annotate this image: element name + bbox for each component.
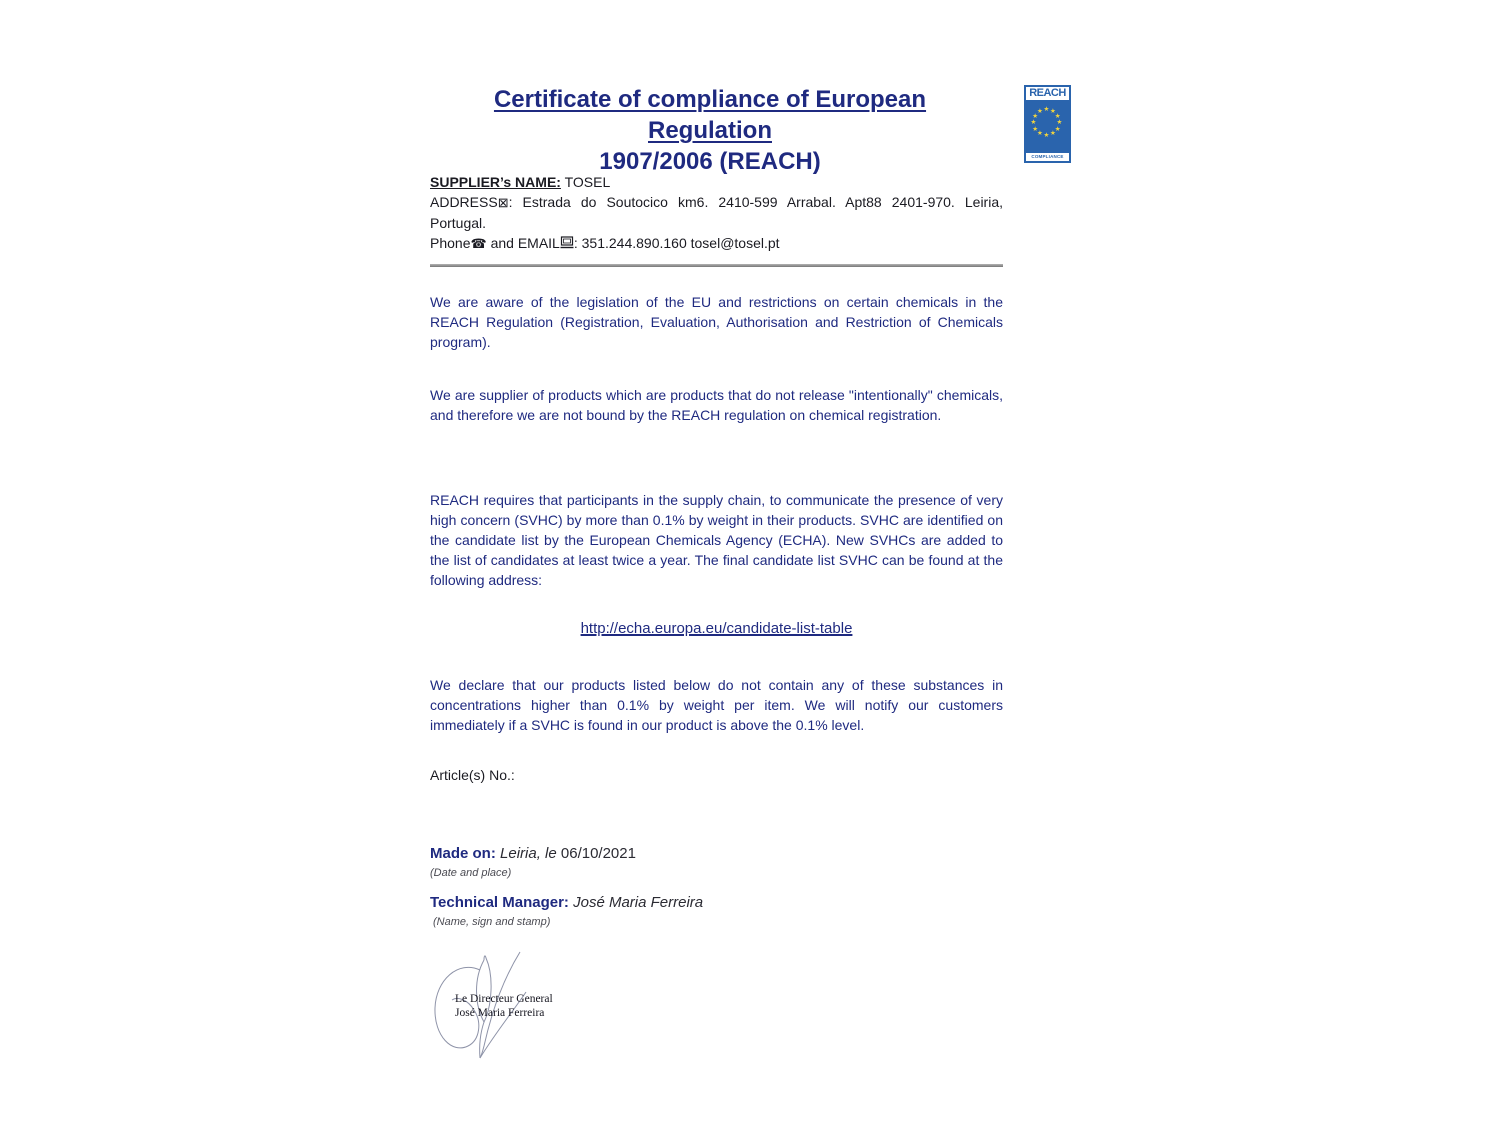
candidate-list-link[interactable]: http://echa.europa.eu/candidate-list-table — [580, 620, 853, 637]
supplier-contact-row — [430, 233, 1003, 254]
supplier-name-row — [430, 172, 1003, 192]
made-on-date: 06/10/2021 — [560, 845, 636, 862]
name-sign-stamp-caption: (Name, sign and stamp) — [433, 916, 551, 928]
technical-manager-name: José Maria Ferreira — [568, 894, 704, 911]
supplier-phone-label: Phone — [430, 235, 471, 251]
eu-star-icon: ★ — [1043, 106, 1050, 113]
signature-stamp-line2: José Maria Ferreira — [455, 1007, 545, 1019]
document-title-line1: Certificate of compliance of European Regulation — [493, 86, 927, 144]
candidate-list-link-row — [430, 620, 1003, 638]
paragraph-reach-requirements: REACH requires that participants in the supply chain, to communicate the presence of very high concern (SVHC) by more than 0.1% by weight in their products. SVHC are identified on the candidate list by the European Chemicals Agency (ECHA). New SVHCs are added to the list of candidates at least twice a year. The final candidate list SVHC can be found at the following address: — [430, 492, 1003, 588]
signature-area — [428, 946, 568, 1081]
supplier-address-value: : Estrada do Soutocico km6. 2410-599 Arrabal. Apt88 2401-970. Leiria, Portugal. — [430, 194, 1003, 231]
supplier-name-value: TOSEL — [560, 174, 611, 190]
document-title-line2: 1907/2006 (REACH) — [599, 148, 821, 175]
date-place-caption: (Date and place) — [430, 867, 512, 879]
made-on-label: Made on: — [430, 845, 496, 862]
paragraph-awareness: We are aware of the legislation of the EU and restrictions on certain chemicals in the REACH Regulation (Registration, Evaluation, Authorisation and Restriction of Chemicals program). — [430, 294, 1003, 350]
reach-logo-caption: COMPLIANCE — [1026, 151, 1069, 161]
eu-star-icon: ★ — [1037, 107, 1043, 115]
signature-stamp-line1: Le Directeur General — [455, 993, 553, 1005]
eu-star-icon: ★ — [1032, 112, 1039, 120]
supplier-email-label: and EMAIL — [486, 235, 560, 251]
eu-star-icon: ★ — [1030, 119, 1037, 126]
eu-star-icon: ★ — [1056, 119, 1063, 126]
eu-star-icon: ★ — [1032, 125, 1039, 133]
paragraph-supplier-statement: We are supplier of products which are products that do not release "intentionally" chemicals, and therefore we are not bound by the REACH regulation on chemical registration. — [430, 387, 1003, 423]
supplier-address-row — [430, 192, 1003, 233]
reach-logo-title: REACH — [1026, 87, 1069, 102]
technical-manager-label: Technical Manager: — [430, 894, 569, 911]
supplier-contact-value: : 351.244.890.160 tosel@tosel.pt — [573, 235, 780, 251]
article-number-label: Article(s) No.: — [430, 767, 515, 783]
supplier-block — [430, 172, 1003, 254]
eu-star-icon: ★ — [1037, 130, 1043, 138]
supplier-address-label: ADDRESS — [430, 194, 498, 210]
eu-star-icon: ★ — [1050, 130, 1056, 138]
technical-manager-row — [430, 894, 703, 911]
made-on-place: Leiria, le — [495, 845, 561, 862]
eu-star-icon: ★ — [1043, 132, 1050, 139]
eu-star-icon: ★ — [1054, 112, 1061, 120]
horizontal-divider — [430, 264, 1003, 267]
eu-stars — [1026, 102, 1069, 151]
reach-compliance-logo — [1024, 85, 1071, 163]
eu-star-icon: ★ — [1054, 125, 1061, 133]
paragraph-declaration: We declare that our products listed below do not contain any of these substances in concentrations higher than 0.1% by weight per item. We will notify our customers immediately if a SVHC is found in our product is above the 0.1% level. — [430, 677, 1003, 733]
envelope-icon: ⊠ — [497, 195, 509, 210]
supplier-name-label: SUPPLIER’s NAME: — [430, 174, 561, 190]
made-on-row — [430, 845, 636, 862]
phone-icon: ☎ — [470, 236, 487, 251]
signature-stamp-text — [455, 992, 553, 1020]
eu-star-icon: ★ — [1050, 107, 1056, 115]
computer-icon — [560, 234, 574, 254]
document-title — [430, 84, 990, 177]
